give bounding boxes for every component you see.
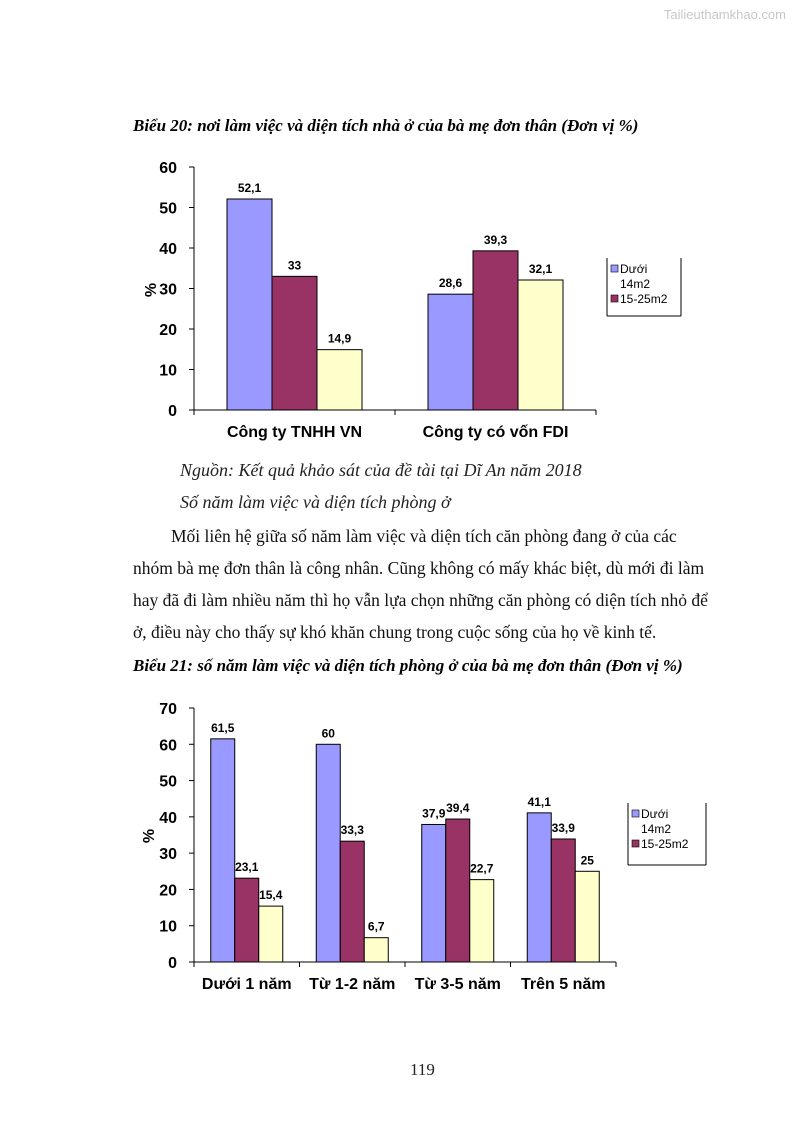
y-tick-label: 60	[159, 160, 177, 177]
data-label: 39,4	[446, 801, 470, 816]
chart2-caption: Biểu 21: số năm làm việc và diện tích phòng ở của bà mẹ đơn thân (Đơn vị %)	[133, 656, 683, 675]
category-label: Trên 5 năm	[521, 976, 606, 993]
legend-label-series2: 15-25m2	[641, 837, 689, 851]
y-tick-label: 30	[159, 846, 177, 864]
data-label: 28,6	[438, 276, 463, 291]
bar-series1	[422, 824, 446, 962]
legend-label-series2: 15-25m2	[620, 292, 668, 306]
y-tick-label: 70	[159, 701, 177, 718]
data-label: 32,1	[528, 261, 553, 276]
bar-series3	[470, 880, 494, 962]
y-tick-label: 10	[159, 918, 177, 936]
category-label: Công ty có vốn FDI	[422, 424, 569, 441]
y-axis-title: %	[141, 828, 158, 844]
chart1-caption: Biểu 20: nơi làm việc và diện tích nhà ở của bà mẹ đơn thân (Đơn vị %)	[133, 116, 639, 135]
y-tick-label: 20	[159, 882, 177, 900]
legend-swatch-series1	[611, 265, 618, 272]
y-tick-label: 60	[159, 737, 177, 755]
y-tick-label: 0	[168, 955, 177, 972]
data-label: 37,9	[422, 806, 446, 821]
legend-label-series1: Dưới	[641, 807, 669, 821]
page-number: 119	[410, 1060, 435, 1079]
data-label: 15,4	[259, 888, 283, 903]
data-label: 23,1	[235, 860, 259, 875]
legend-label-series1-cont: 14m2	[641, 822, 672, 836]
legend-label-series1-cont: 14m2	[620, 277, 651, 291]
category-label: Công ty TNHH VN	[226, 424, 363, 441]
data-label: 33,3	[340, 823, 364, 838]
watermark: Tailieuthamkhao.com	[663, 7, 786, 22]
y-tick-label: 0	[168, 403, 177, 420]
bar-series3	[259, 906, 283, 962]
data-label: 6,7	[367, 919, 385, 934]
bar-series3	[364, 938, 388, 962]
y-tick-label: 40	[159, 809, 177, 827]
bar-series2	[473, 251, 518, 410]
data-label: 25	[580, 853, 594, 868]
y-tick-label: 40	[159, 241, 177, 258]
bar-series1	[227, 199, 272, 410]
bar-series2	[340, 841, 364, 962]
paragraph-line: Mối liên hệ giữa số năm làm việc và diện tích căn phòng đang ở của các	[171, 526, 677, 546]
data-label: 33	[287, 258, 302, 273]
body-paragraph	[133, 520, 719, 648]
paragraph-line: hay đã đi làm nhiều năm thì họ vẫn lựa chọn những căn phòng có diện tích nhỏ để	[133, 590, 708, 610]
bar-series2	[446, 819, 470, 962]
bar-series2	[235, 878, 259, 962]
chart1	[130, 150, 700, 450]
legend-swatch-series1	[632, 810, 639, 817]
y-tick-label: 20	[159, 322, 177, 339]
y-tick-label: 50	[159, 200, 177, 218]
bar-series3	[317, 350, 362, 410]
bar-series3	[575, 871, 599, 962]
data-label: 52,1	[237, 180, 262, 195]
paragraph-line: ở, điều này cho thấy sự khó khăn chung trong cuộc sống của họ về kinh tế.	[133, 622, 657, 642]
data-label: 61,5	[211, 720, 235, 735]
y-tick-label: 50	[159, 773, 177, 791]
data-label: 33,9	[551, 820, 575, 835]
data-label: 60	[321, 726, 335, 741]
source-note: Nguồn: Kết quả khảo sát của đề tài tại Dĩ An năm 2018	[180, 460, 582, 480]
y-tick-label: 30	[159, 281, 177, 299]
y-axis-title: %	[143, 282, 160, 298]
data-label: 41,1	[527, 794, 551, 809]
bar-series2	[551, 839, 575, 962]
bar-series2	[272, 276, 317, 410]
y-tick-label: 10	[159, 362, 177, 380]
bar-series1	[211, 739, 235, 962]
data-label: 39,3	[483, 232, 508, 247]
bar-series1	[428, 294, 473, 410]
bar-series3	[518, 280, 563, 410]
bar-series1	[527, 813, 551, 962]
data-label: 22,7	[470, 861, 494, 876]
category-label: Từ 3-5 năm	[414, 976, 501, 993]
paragraph-line: nhóm bà mẹ đơn thân là công nhân. Cũng không có mấy khác biệt, dù mới đi làm	[133, 558, 705, 578]
bar-series1	[316, 744, 340, 962]
category-label: Từ 1-2 năm	[309, 976, 396, 993]
legend-swatch-series2	[632, 840, 639, 847]
data-label: 14,9	[327, 331, 352, 346]
subheading: Số năm làm việc và diện tích phòng ở	[180, 492, 451, 512]
category-label: Dưới 1 năm	[201, 976, 292, 993]
chart2	[130, 690, 720, 1000]
legend-swatch-series2	[611, 295, 618, 302]
legend-label-series1: Dưới	[620, 262, 648, 276]
